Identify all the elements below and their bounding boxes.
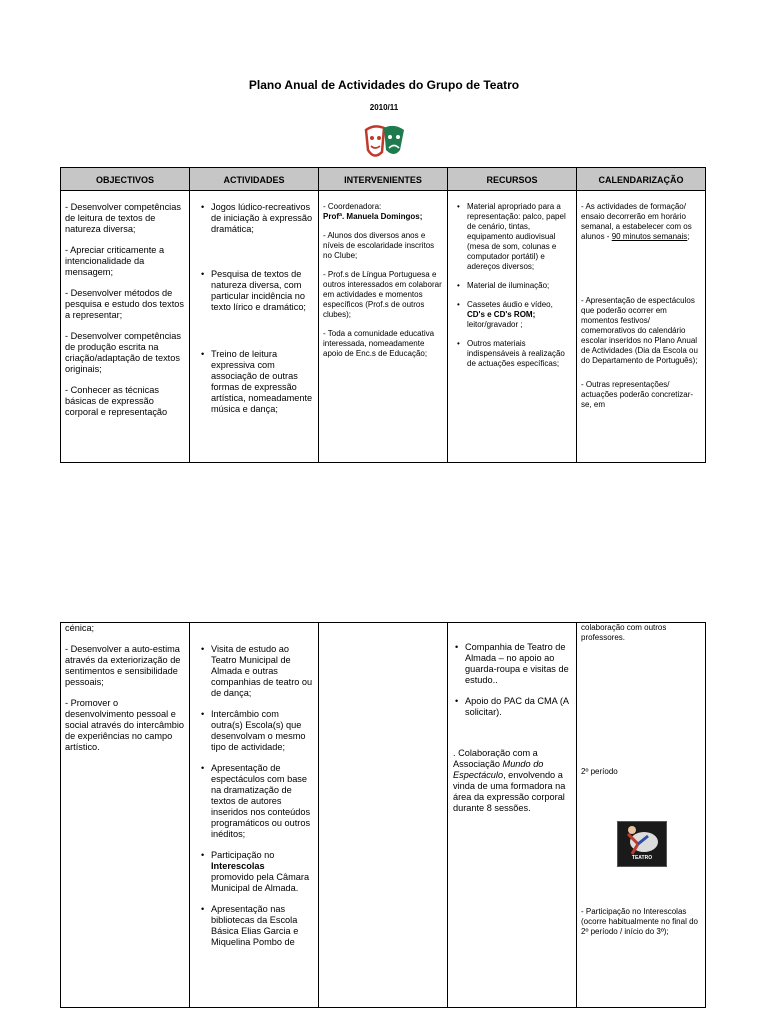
calendar-period: 2º período	[581, 767, 618, 776]
resource-text: . Colaboração com a Associação	[453, 748, 538, 769]
resource-item: • Companhia de Teatro de Almada – no apoio ao guarda-roupa e visitas de estudo..	[453, 642, 571, 686]
header-actividades: ACTIVIDADES	[190, 168, 318, 191]
activity-item: • Pesquisa de textos de natureza diversa, com particular incidência no texto lírico e dramático;	[199, 269, 313, 313]
resource-item	[455, 300, 573, 330]
activities-table-page2	[60, 622, 706, 1008]
objectivos-cell	[65, 202, 185, 418]
resource-item: • Outros materiais indispensáveis à realização de actuações específicas;	[455, 339, 573, 369]
theatre-masks-logo	[360, 122, 408, 162]
actividades-cell	[199, 202, 313, 415]
header-calendarizacao: CALENDARIZAÇÃO	[577, 168, 705, 191]
header-recursos: RECURSOS	[448, 168, 576, 191]
document-title: Plano Anual de Actividades do Grupo de Teatro	[248, 78, 520, 92]
intervenientes-cell	[323, 202, 443, 359]
intervenient-item: - Toda a comunidade educativa interessada, nomeadamente apoio de Enc.s de Educação;	[323, 329, 435, 358]
resource-italic: Mundo do Espectáculo	[453, 759, 544, 780]
calendarizacao-cell-2	[581, 623, 701, 777]
teatro-logo-text: TEATRO	[631, 855, 653, 861]
objective-item: - Desenvolver a auto-estima através da exteriorização de sentimentos e sensibilidade pessoais;	[65, 644, 181, 687]
activity-item: • Jogos lúdico-recreativos de iniciação à expressão dramática;	[199, 202, 313, 235]
objective-item: - Apreciar criticamente a intencionalidade da mensagem;	[65, 245, 165, 277]
calendarizacao-cell	[581, 202, 701, 410]
resource-item: • Apoio do PAC da CMA (A solicitar).	[453, 696, 571, 718]
resource-text: Cassetes áudio e vídeo,	[467, 300, 553, 309]
activity-item: • Apresentação de espectáculos com base na dramatização de textos de autores inseridos nos conteúdos programáticos ou outros inéditos;	[199, 763, 313, 840]
calendar-item	[581, 202, 701, 242]
activity-item: • Intercâmbio com outra(s) Escola(s) que desenvolvam o mesmo tipo de actividade;	[199, 709, 313, 753]
activity-text: Participação no	[211, 850, 275, 860]
teatro-logo	[617, 821, 667, 867]
activities-table-page1	[60, 167, 706, 463]
resource-cd: CD's e CD's ROM;	[467, 310, 536, 319]
header-objectivos: OBJECTIVOS	[61, 168, 189, 191]
actividades-cell-2	[199, 644, 313, 948]
recursos-cell	[455, 202, 573, 369]
calendar-item: colaboração com outros professores.	[581, 623, 667, 642]
objective-item: - Promover o desenvolvimento pessoal e social através do intercâmbio de experiências no campo artístico.	[65, 698, 184, 752]
activity-text: promovido pela Câmara Municipal de Almada.	[211, 872, 310, 893]
activity-item: • Apresentação nas bibliotecas da Escola Básica Elias Garcia e Miquelina Pombo de	[199, 904, 313, 948]
resource-collaboration	[453, 748, 571, 814]
objective-item: - Desenvolver métodos de pesquisa e estudo dos textos a representar;	[65, 288, 185, 320]
header-intervenientes: INTERVENIENTES	[319, 168, 447, 191]
calendar-text: - As actividades de formação/ ensaio decorrerão em horário semanal, a estabelecer com os alunos -	[581, 202, 692, 241]
objectivos-cell-2	[65, 623, 185, 753]
objective-item: - Desenvolver competências de produção escrita na criação/adaptação de textos originais;	[65, 331, 181, 374]
intervenient-item: - Prof.s de Língua Portuguesa e outros interessados em colaborar em actividades e momentos específicos (Prof.s de outros clubes);	[323, 270, 442, 319]
activity-item	[199, 850, 313, 894]
objective-item: - Conhecer as técnicas básicas de expressão corporal e representação	[65, 385, 168, 417]
coordinator-name: Profª. Manuela Domingos;	[323, 212, 423, 221]
activity-item: • Treino de leitura expressiva com associação de outras formas de expressão artística, nomeadamente música e dança;	[199, 349, 313, 415]
activity-bold: Interescolas	[211, 861, 265, 871]
objective-item: cénica;	[65, 623, 95, 633]
calendar-underlined: 90 minutos semanais	[611, 232, 688, 241]
school-year: 2010/11	[369, 103, 399, 112]
calendar-item: - Outras representações/ actuações poderão concretizar-se, em	[581, 380, 694, 409]
calendar-end: ;	[687, 232, 690, 241]
resource-item: • Material apropriado para a representação: palco, papel de cenário, tintas, equipamento audiovisual (mesa de som, colunas e computador portátil) e adereços diversos;	[455, 202, 573, 272]
resource-item: • Material de iluminação;	[455, 281, 573, 291]
objective-item: - Desenvolver competências de leitura de textos de natureza diversa;	[65, 202, 181, 234]
intervenient-item: - Alunos dos diversos anos e níveis de escolaridade inscritos no Clube;	[323, 231, 435, 260]
coordinator-label: - Coordenadora:	[323, 202, 382, 211]
resource-text: , envolvendo a vinda de uma formadora na área da expressão corporal durante 8 sessões.	[453, 770, 566, 813]
calendar-item-interescolas: - Participação no Interescolas (ocorre habitualmente no final do 2º período / início do 3º);	[581, 907, 698, 936]
calendar-item: - Apresentação de espectáculos que poderão ocorrer em momentos festivos/ comemorativos do calendário escolar inseridos no Plano Anual de Actividades (Dia da Escola ou do Departamento de Português);	[581, 296, 698, 365]
activity-item: • Visita de estudo ao Teatro Municipal de Almada e outras companhias de teatro ou de dança;	[199, 644, 313, 699]
resource-leitor: leitor/gravador ;	[467, 320, 523, 329]
recursos-cell-2	[453, 642, 571, 814]
